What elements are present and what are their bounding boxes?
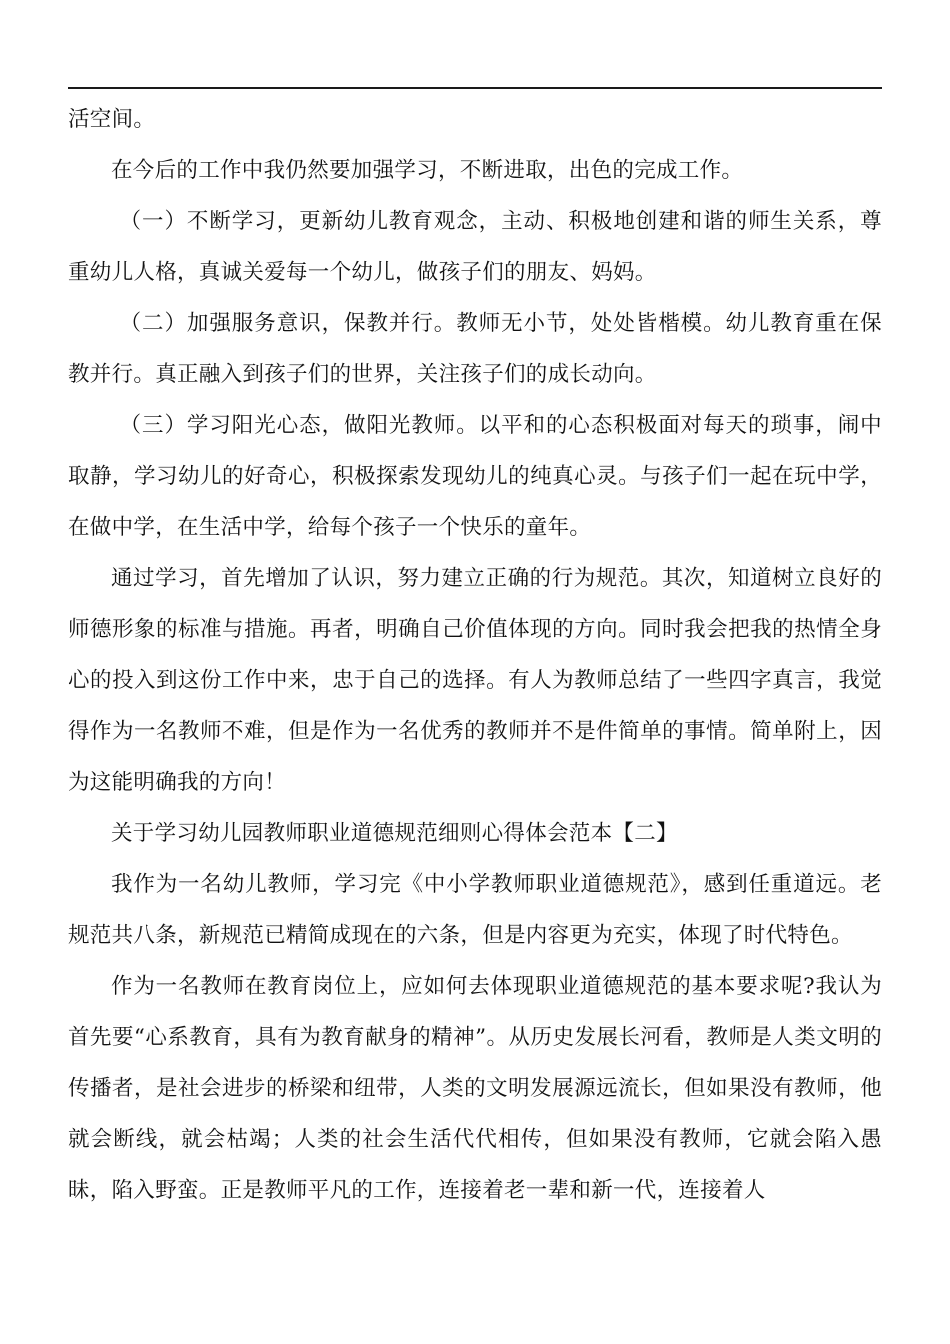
paragraph-summary: 通过学习，首先增加了认识，努力建立正确的行为规范。其次，知道树立良好的师德形象的标准与措施。再者，明确自己价值体现的方向。同时我会把我的热情全身心的投入到这份工作中来，忠于自己的选择。有人为教师总结了一些四字真言，我觉得作为一名教师不难，但是作为一名优秀的教师并不是件简单的事情。简单附上，因为这能明确我的方向！ — [68, 566, 882, 795]
document-body — [68, 94, 882, 1216]
paragraph-body-1: 我作为一名幼儿教师，学习完《中小学教师职业道德规范》，感到任重道远。老规范共八条，新规范已精简成现在的六条，但是内容更为充实，体现了时代特色。 — [68, 872, 882, 948]
paragraph-intro: 在今后的工作中我仍然要加强学习，不断进取，出色的完成工作。 — [111, 158, 744, 183]
paragraph-item-3: （三）学习阳光心态，做阳光教师。以平和的心态积极面对每天的琐事，闹中取静，学习幼儿的好奇心，积极探索发现幼儿的纯真心灵。与孩子们一起在玩中学，在做中学，在生活中学，给每个孩子一个快乐的童年。 — [68, 413, 882, 540]
header-divider — [68, 87, 882, 89]
section-heading: 关于学习幼儿园教师职业道德规范细则心得体会范本【二】 — [111, 821, 678, 846]
paragraph-body-2: 作为一名教师在教育岗位上，应如何去体现职业道德规范的基本要求呢?我认为首先要“心系教育，具有为教育献身的精神”。从历史发展长河看，教师是人类文明的传播者，是社会进步的桥梁和纽带，人类的文明发展源远流长，但如果没有教师，他就会断线，就会枯竭；人类的社会生活代代相传，但如果没有教师，它就会陷入愚昧，陷入野蛮。正是教师平凡的工作，连接着老一辈和新一代，连接着人 — [68, 974, 882, 1203]
paragraph-item-1: （一）不断学习，更新幼儿教育观念，主动、积极地创建和谐的师生关系，尊重幼儿人格，真诚关爱每一个幼儿，做孩子们的朋友、妈妈。 — [68, 209, 882, 285]
paragraph-item-2: （二）加强服务意识，保教并行。教师无小节，处处皆楷模。幼儿教育重在保教并行。真正融入到孩子们的世界，关注孩子们的成长动向。 — [68, 311, 882, 387]
paragraph-continuation: 活空间。 — [68, 107, 156, 132]
